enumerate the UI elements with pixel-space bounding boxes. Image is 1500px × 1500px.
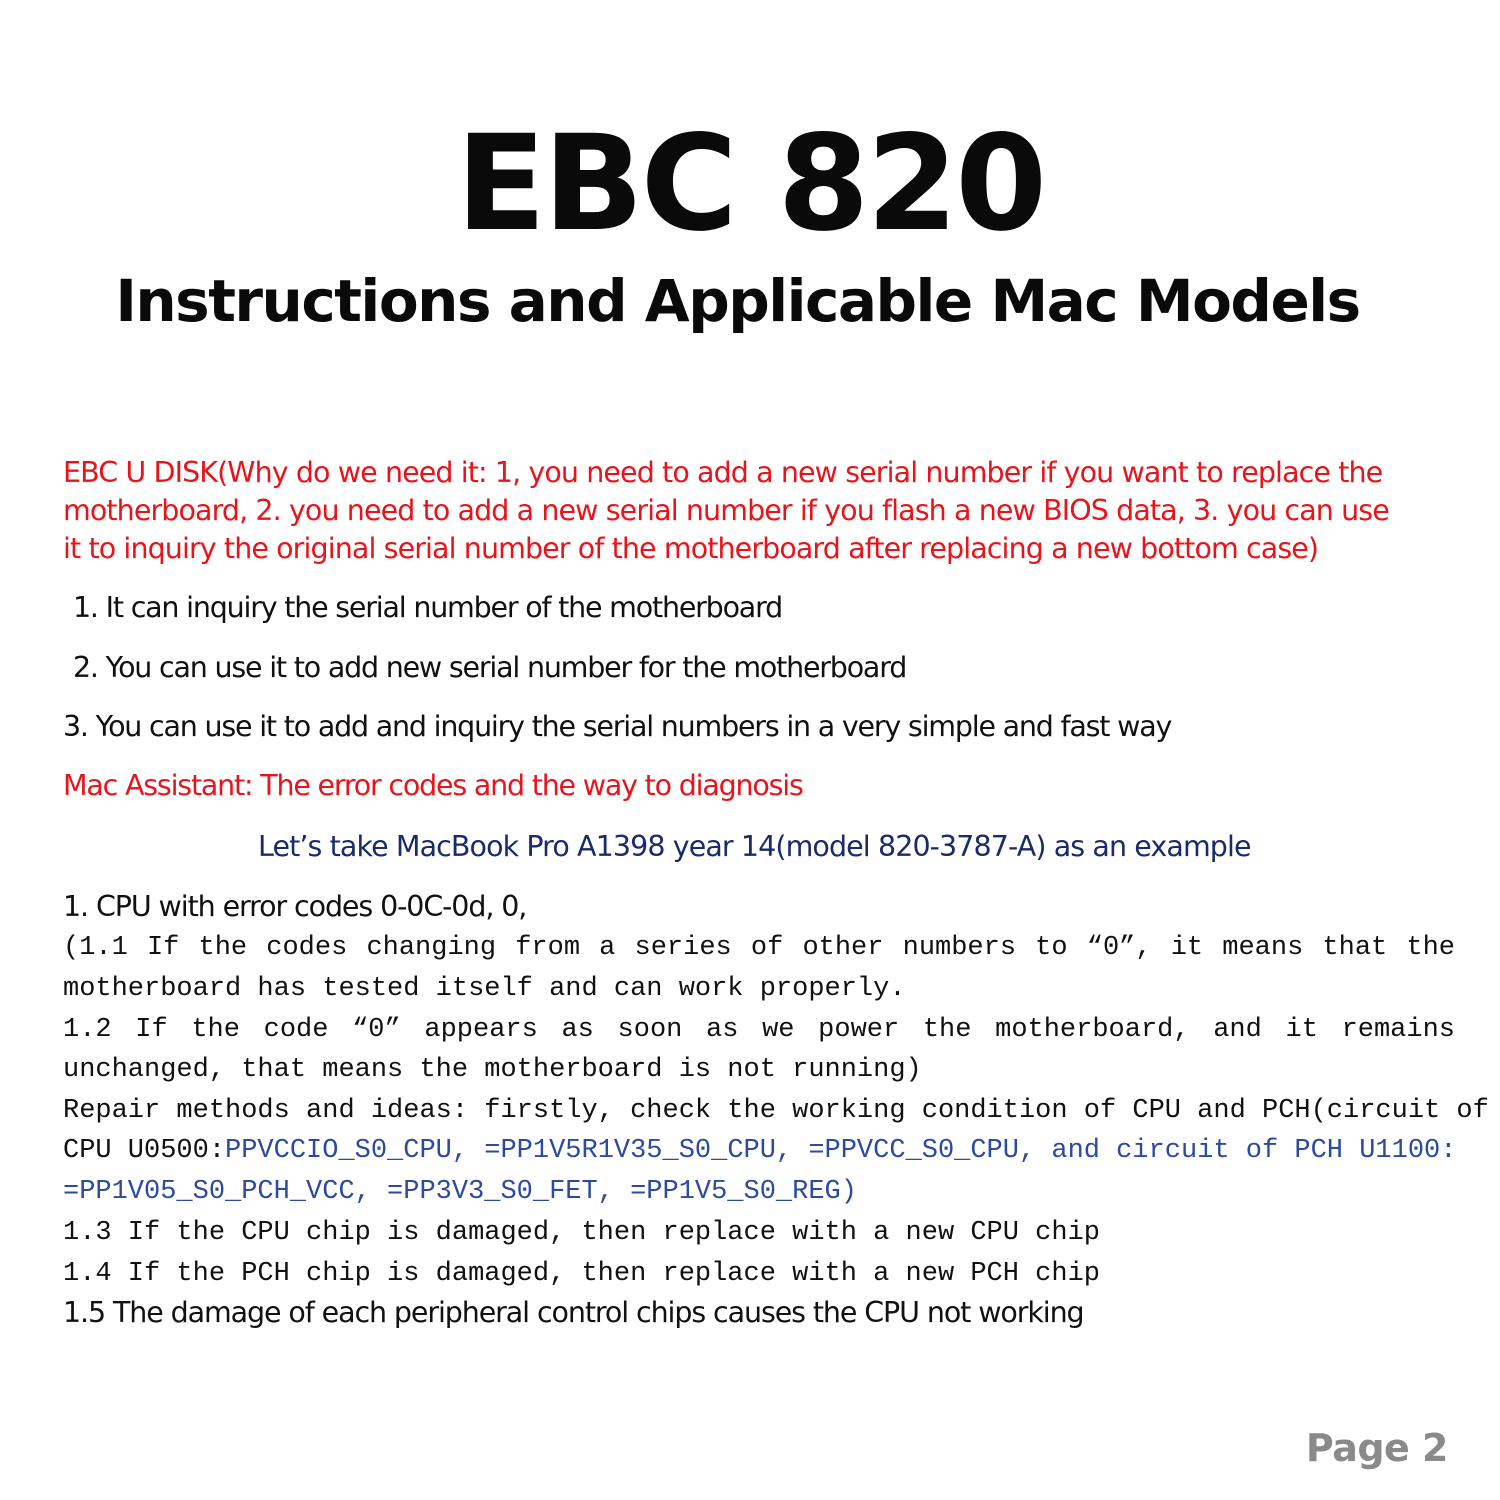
cpu-label: CPU U0500: (63, 1136, 226, 1166)
feature-item-2: 2. You can use it to add new serial number for the motherboard (73, 651, 907, 684)
intro-line-3: it to inquiry the original serial number of the motherboard after replacing a new bottom case) (63, 532, 1319, 565)
example-line: Let’s take MacBook Pro A1398 year 14(model 820-3787-A) as an example (258, 830, 1251, 863)
repair-methods-line: Repair methods and ideas: firstly, check the working condition of CPU and PCH(circuit of (63, 1096, 1489, 1126)
diagnosis-line-1: (1.1 If the codes changing from a series of other numbers to “0”, it means that the (63, 933, 1455, 963)
circuit-line-1 (63, 1138, 1455, 1165)
step-1-3: 1.3 If the CPU chip is damaged, then replace with a new CPU chip (63, 1218, 1100, 1248)
mac-assistant-heading: Mac Assistant: The error codes and the way to diagnosis (63, 769, 803, 802)
page-number-label: Page 2 (1305, 1426, 1448, 1470)
page-subtitle: Instructions and Applicable Mac Models (115, 267, 1360, 335)
page-title: EBC 820 (455, 107, 1045, 261)
diagnosis-line-3: 1.2 If the code “0” appears as soon as we power the motherboard, and it remains (63, 1015, 1455, 1045)
diagnosis-line-2: motherboard has tested itself and can work properly. (63, 974, 906, 1004)
circuit-codes: PPVCCIO_S0_CPU, =PP1V5R1V35_S0_CPU, =PPVCC_S0_CPU, and circuit of PCH U1100: (225, 1136, 1457, 1166)
diagnosis-heading: 1. CPU with error codes 0-0C-0d, 0, (63, 890, 527, 923)
feature-item-1: 1. It can inquiry the serial number of the motherboard (73, 591, 782, 624)
step-1-5: 1.5 The damage of each peripheral control chips causes the CPU not working (63, 1296, 1084, 1329)
feature-item-3: 3. You can use it to add and inquiry the serial numbers in a very simple and fast way (63, 710, 1172, 743)
diagnosis-line-4: unchanged, that means the motherboard is not running) (63, 1055, 922, 1085)
circuit-line-2: =PP1V05_S0_PCH_VCC, =PP3V3_S0_FET, =PP1V5_S0_REG) (63, 1177, 857, 1207)
step-1-4: 1.4 If the PCH chip is damaged, then replace with a new PCH chip (63, 1259, 1100, 1289)
intro-line-1: EBC U DISK(Why do we need it: 1, you need to add a new serial number if you want to replace the (63, 456, 1383, 489)
intro-line-2: motherboard, 2. you need to add a new serial number if you flash a new BIOS data, 3. you can use (63, 494, 1389, 527)
